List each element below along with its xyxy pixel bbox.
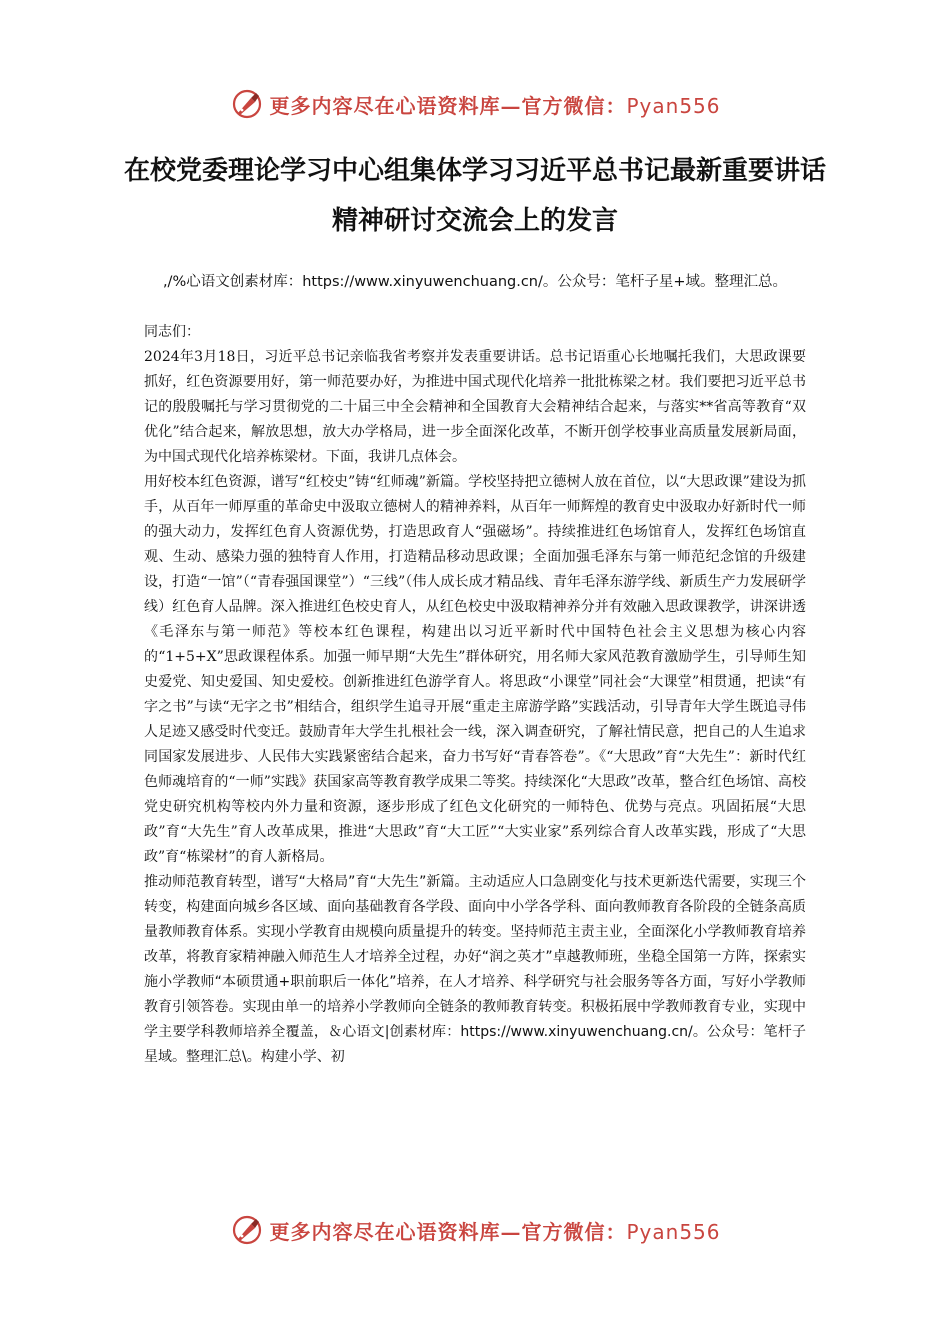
document-body [144,320,806,1070]
banner-text: 更多内容尽在心语资料库—官方微信：Pyan556 [269,93,721,118]
header-banner[interactable] [0,84,950,124]
footer-banner[interactable] [0,1210,950,1250]
banner-text: 更多内容尽在心语资料库—官方微信：Pyan556 [269,1219,721,1244]
paragraph-intro: 2024年3月18日，习近平总书记亲临我省考察并发表重要讲话。总书记语重心长地嘱托我们，大思政课要抓好，红色资源要用好，第一师范要办好，为推进中国式现代化培养一批批栋梁之材。我们要把习近平总书记的殷殷嘱托与学习贯彻党的二十届三中全会精神和全国教育大会精神结合起来，与落实**省高等教育“双优化”结合起来，解放思想，放大办学格局，进一步全面深化改革，不断开创学校事业高质量发展新局面，为中国式现代化培养栋梁材。下面，我讲几点体会。 [144,349,806,465]
paragraph-normal-education: 推动师范教育转型，谱写“大格局”育“大先生”新篇。主动适应人口急剧变化与技术更新迭代需要，实现三个转变，构建面向城乡各区域、面向基础教育各学段、面向中小学各学科、面向教师教育各阶段的全链条高质量教师教育体系。实现小学教育由规模向质量提升的转变。坚持师范主责主业，全面深化小学教师教育培养改革，将教育家精神融入师范生人才培养全过程，办好“润之英才”卓越教师班，坐稳全国第一方阵，探索实施小学教师“本硕贯通+职前职后一体化”培养，在人才培养、科学研究与社会服务等各方面，写好小学教师教育引领答卷。实现由单一的培养小学教师向全链条的教师教育转变。积极拓展中学教师教育专业，实现中学主要学科教师培养全覆盖，＆心语文|创素材库：https://www.xinyuwenchuang.cn/。公众号：笔杆子星域。整理汇总\。构建小学、初 [144,874,806,1065]
page-title: 在校党委理论学习中心组集体学习习近平总书记最新重要讲话精神研讨交流会上的发言 [123,156,826,236]
pen-nib-logo-icon [229,1212,265,1248]
source-line: ,/%心语文创素材库：https://www.xinyuwenchuang.cn/。公众号：笔杆子星+域。整理汇总。 [162,274,788,290]
salutation: 同志们： [144,324,200,340]
paragraph-red-resources: 用好校本红色资源，谱写“红校史”铸“红师魂”新篇。学校坚持把立德树人放在首位，以“大思政课”建设为抓手，从百年一师厚重的革命史中汲取立德树人的精神养料，从百年一师辉煌的教育史中汲取办好新时代一师的强大动力，发挥红色育人资源优势，打造思政育人“强磁场”。持续推进红色场馆育人，发挥红色场馆直观、生动、感染力强的独特育人作用，打造精品移动思政课；全面加强毛泽东与第一师范纪念馆的升级建设，打造“一馆”（“青春强国课堂”）“三线”（伟人成长成才精品线、青年毛泽东游学线、新质生产力发展研学线）红色育人品牌。深入推进红色校史育人，从红色校史中汲取精神养分并有效融入思政课教学，讲深讲透《毛泽东与第一师范》等校本红色课程，构建出以习近平新时代中国特色社会主义思想为核心内容的“1+5+X”思政课程体系。加强一师早期“大先生”群体研究，用名师大家风范教育激励学生，引导师生知史爱党、知史爱国、知史爱校。创新推进红色游学育人。将思政“小课堂”同社会“大课堂”相贯通，把读“有字之书”与读“无字之书”相结合，组织学生追寻开展“重走主席游学路”实践活动，引导青年大学生既追寻伟人足迹又感受时代变迁。鼓励青年大学生扎根社会一线，深入调查研究，了解社情民意，把自己的人生追求同国家发展进步、人民伟大实践紧密结合起来，奋力书写好“青春答卷”。《“大思政”育“大先生”：新时代红色师魂培育的“一师”实践》获国家高等教育教学成果二等奖。持续深化“大思政”改革，整合红色场馆、高校党史研究机构等校内外力量和资源，逐步形成了红色文化研究的一师特色、优势与亮点。巩固拓展“大思政”育“大先生”育人改革成果，推进“大思政”育“大工匠”“大实业家”系列综合育人改革实践，形成了“大思政”育“栋梁材”的育人新格局。 [144,474,806,865]
wechat-id: Pyan556 [626,93,721,118]
wechat-id: Pyan556 [626,1219,721,1244]
pen-nib-logo-icon [229,86,265,122]
